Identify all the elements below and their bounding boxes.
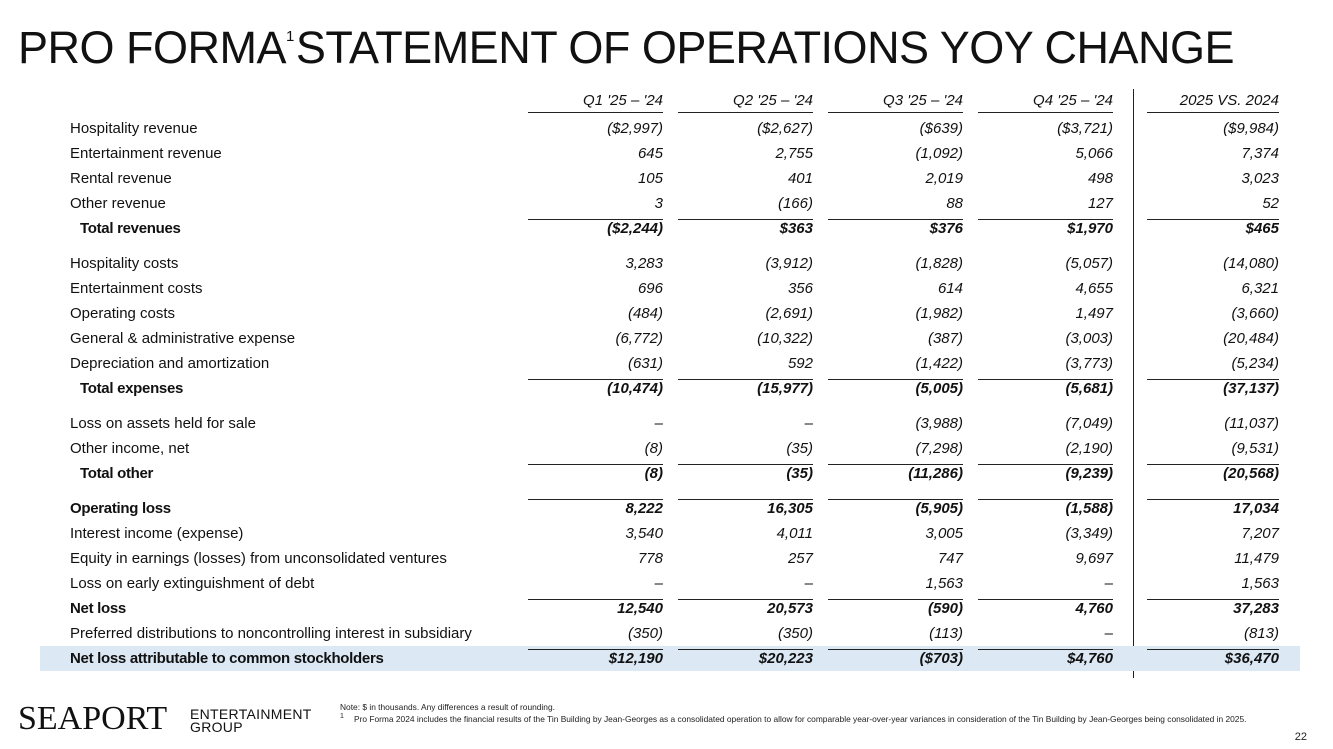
- cell-value: (5,005): [828, 379, 963, 397]
- cell-value: 88: [946, 195, 963, 212]
- cell-value: 3,283: [625, 255, 663, 272]
- cell-value: (2,691): [765, 305, 813, 322]
- row-label: Rental revenue: [70, 170, 172, 187]
- cell-value: (10,474): [528, 379, 663, 397]
- cell-value: $363: [678, 219, 813, 237]
- grand-total-row: [0, 646, 1333, 671]
- cell-value: 747: [937, 550, 963, 567]
- cell-value: (35): [786, 440, 813, 457]
- cell-value: ($2,244): [528, 219, 663, 237]
- cell-value: (1,588): [978, 499, 1113, 517]
- cell-value: (20,484): [1223, 330, 1279, 347]
- total-row: [0, 376, 1333, 401]
- row-label: Operating costs: [70, 305, 176, 322]
- title-main: PRO FORMA: [18, 22, 287, 73]
- row-label: Preferred distributions to noncontrolling interest in subsidiary: [70, 625, 472, 642]
- row-label: Total other: [80, 465, 154, 482]
- cell-value: –: [804, 415, 813, 432]
- row-label: General & administrative expense: [70, 330, 296, 347]
- footnote-1: [340, 714, 1280, 724]
- table-row: [0, 276, 1333, 301]
- cell-value: 16,305: [678, 499, 813, 517]
- table-row: [0, 621, 1333, 646]
- cell-value: (3,988): [915, 415, 963, 432]
- cell-value: 3,540: [625, 525, 663, 542]
- subtotal-row: [0, 496, 1333, 521]
- cell-value: 645: [637, 145, 663, 162]
- cell-value: 1,563: [925, 575, 963, 592]
- row-label: Net loss: [70, 600, 126, 617]
- cell-value: –: [804, 575, 813, 592]
- row-label: Total revenues: [80, 220, 181, 237]
- cell-value: (9,531): [1231, 440, 1279, 457]
- cell-value: $1,970: [978, 219, 1113, 237]
- table-row: [0, 546, 1333, 571]
- cell-value: (8): [528, 464, 663, 482]
- cell-value: (166): [777, 195, 813, 212]
- cell-value: 614: [937, 280, 963, 297]
- row-label: Equity in earnings (losses) from unconsolidated ventures: [70, 550, 447, 567]
- cell-value: (11,286): [828, 464, 963, 482]
- cell-value: 401: [787, 170, 813, 187]
- row-label: Other income, net: [70, 440, 190, 457]
- company-logo: [18, 700, 312, 738]
- cell-value: (3,003): [1065, 330, 1113, 347]
- operations-table: [0, 88, 1333, 671]
- cell-value: (5,234): [1231, 355, 1279, 372]
- column-header-q4: Q4 '25 – '24: [978, 92, 1113, 113]
- cell-value: (35): [678, 464, 813, 482]
- cell-value: 6,321: [1241, 280, 1279, 297]
- table-row: [0, 436, 1333, 461]
- cell-value: 2,755: [775, 145, 813, 162]
- footnotes: [340, 702, 1280, 724]
- cell-value: 12,540: [528, 599, 663, 617]
- cell-value: (387): [927, 330, 963, 347]
- cell-value: 20,573: [678, 599, 813, 617]
- cell-value: (631): [627, 355, 663, 372]
- cell-value: (1,092): [915, 145, 963, 162]
- cell-value: $12,190: [528, 649, 663, 667]
- cell-value: (5,905): [828, 499, 963, 517]
- cell-value: (14,080): [1223, 255, 1279, 272]
- cell-value: 778: [637, 550, 663, 567]
- column-header-q1: Q1 '25 – '24: [528, 92, 663, 113]
- row-label: Other revenue: [70, 195, 166, 212]
- rounding-note: Note: $ in thousands. Any differences a result of rounding.: [340, 702, 555, 712]
- footnote-text: Pro Forma 2024 includes the financial results of the Tin Building by Jean-Georges as a consolidated operation to allow for comparable year-over-year variances in consideration of the Tin Building by Jean-Georges being consolidated in 2025.: [354, 714, 1247, 724]
- cell-value: (1,828): [915, 255, 963, 272]
- row-label: Entertainment costs: [70, 280, 203, 297]
- cell-value: $376: [828, 219, 963, 237]
- table-row: [0, 251, 1333, 276]
- cell-value: (813): [1243, 625, 1279, 642]
- cell-value: (20,568): [1147, 464, 1279, 482]
- cell-value: (1,422): [915, 355, 963, 372]
- table-row: [0, 191, 1333, 216]
- cell-value: (3,773): [1065, 355, 1113, 372]
- cell-value: (8): [644, 440, 663, 457]
- row-label: Interest income (expense): [70, 525, 244, 542]
- cell-value: (37,137): [1147, 379, 1279, 397]
- cell-value: –: [654, 415, 663, 432]
- table-row: [0, 326, 1333, 351]
- page-title: [18, 22, 1234, 74]
- table-row: [0, 141, 1333, 166]
- row-label: Hospitality revenue: [70, 120, 198, 137]
- row-label: Depreciation and amortization: [70, 355, 270, 372]
- table-row: [0, 166, 1333, 191]
- cell-value: (350): [627, 625, 663, 642]
- title-footnote-marker: 1: [286, 28, 294, 45]
- cell-value: $36,470: [1147, 649, 1279, 667]
- cell-value: 3: [654, 195, 663, 212]
- table-row: [0, 571, 1333, 596]
- cell-value: 5,066: [1075, 145, 1113, 162]
- cell-value: ($639): [919, 120, 963, 137]
- cell-value: (484): [627, 305, 663, 322]
- cell-value: ($703): [828, 649, 963, 667]
- cell-value: –: [654, 575, 663, 592]
- column-header-q3: Q3 '25 – '24: [828, 92, 963, 113]
- cell-value: –: [1104, 625, 1113, 642]
- cell-value: 17,034: [1147, 499, 1279, 517]
- cell-value: (10,322): [757, 330, 813, 347]
- header-row: [0, 88, 1333, 116]
- footnote-marker: 1: [340, 713, 344, 720]
- cell-value: 257: [787, 550, 813, 567]
- title-rest: STATEMENT OF OPERATIONS YOY CHANGE: [295, 22, 1235, 73]
- cell-value: 4,760: [978, 599, 1113, 617]
- subtotal-row: [0, 596, 1333, 621]
- cell-value: ($3,721): [1057, 120, 1113, 137]
- cell-value: (3,660): [1231, 305, 1279, 322]
- table-row: [0, 301, 1333, 326]
- row-label: Hospitality costs: [70, 255, 179, 272]
- logo-subtitle: [190, 708, 312, 734]
- cell-value: $4,760: [978, 649, 1113, 667]
- row-label: Loss on assets held for sale: [70, 415, 256, 432]
- cell-value: (6,772): [615, 330, 663, 347]
- cell-value: 1,497: [1075, 305, 1113, 322]
- cell-value: 127: [1087, 195, 1113, 212]
- cell-value: 7,207: [1241, 525, 1279, 542]
- cell-value: 11,479: [1234, 550, 1279, 567]
- cell-value: $465: [1147, 219, 1279, 237]
- cell-value: (350): [777, 625, 813, 642]
- cell-value: ($2,627): [757, 120, 813, 137]
- cell-value: 9,697: [1075, 550, 1113, 567]
- cell-value: 696: [637, 280, 663, 297]
- row-label: Loss on early extinguishment of debt: [70, 575, 315, 592]
- cell-value: 37,283: [1147, 599, 1279, 617]
- cell-value: 592: [787, 355, 813, 372]
- cell-value: $20,223: [678, 649, 813, 667]
- cell-value: 4,655: [1075, 280, 1113, 297]
- cell-value: 3,005: [925, 525, 963, 542]
- logo-line-2: GROUP: [190, 719, 243, 735]
- cell-value: 3,023: [1241, 170, 1279, 187]
- table-row: [0, 521, 1333, 546]
- row-label: Operating loss: [70, 500, 171, 517]
- logo-wordmark: SEAPORT: [18, 700, 168, 737]
- total-row: [0, 216, 1333, 241]
- cell-value: (113): [929, 625, 963, 642]
- cell-value: (5,057): [1065, 255, 1113, 272]
- cell-value: 52: [1262, 195, 1279, 212]
- cell-value: (9,239): [978, 464, 1113, 482]
- cell-value: 7,374: [1241, 145, 1279, 162]
- logo-line-1: ENTERTAINMENT: [190, 706, 312, 722]
- cell-value: (11,037): [1224, 415, 1279, 432]
- column-header-annual: 2025 VS. 2024: [1147, 92, 1279, 113]
- cell-value: (590): [828, 599, 963, 617]
- cell-value: (3,912): [765, 255, 813, 272]
- cell-value: 8,222: [528, 499, 663, 517]
- table-row: [0, 116, 1333, 141]
- cell-value: (15,977): [678, 379, 813, 397]
- row-label: Total expenses: [80, 380, 184, 397]
- cell-value: ($9,984): [1223, 120, 1279, 137]
- cell-value: (5,681): [978, 379, 1113, 397]
- cell-value: (2,190): [1065, 440, 1113, 457]
- cell-value: 2,019: [925, 170, 963, 187]
- row-label: Net loss attributable to common stockholders: [70, 650, 384, 667]
- cell-value: 105: [637, 170, 663, 187]
- table-row: [0, 411, 1333, 436]
- cell-value: ($2,997): [607, 120, 663, 137]
- cell-value: (1,982): [915, 305, 963, 322]
- cell-value: 4,011: [776, 525, 813, 542]
- cell-value: 356: [787, 280, 813, 297]
- cell-value: 498: [1087, 170, 1113, 187]
- row-label: Entertainment revenue: [70, 145, 222, 162]
- page-number: 22: [1294, 731, 1307, 743]
- cell-value: (7,049): [1065, 415, 1113, 432]
- cell-value: 1,563: [1241, 575, 1279, 592]
- column-header-q2: Q2 '25 – '24: [678, 92, 813, 113]
- table-row: [0, 351, 1333, 376]
- cell-value: –: [1104, 575, 1113, 592]
- cell-value: (3,349): [1065, 525, 1113, 542]
- cell-value: (7,298): [915, 440, 963, 457]
- total-row: [0, 461, 1333, 486]
